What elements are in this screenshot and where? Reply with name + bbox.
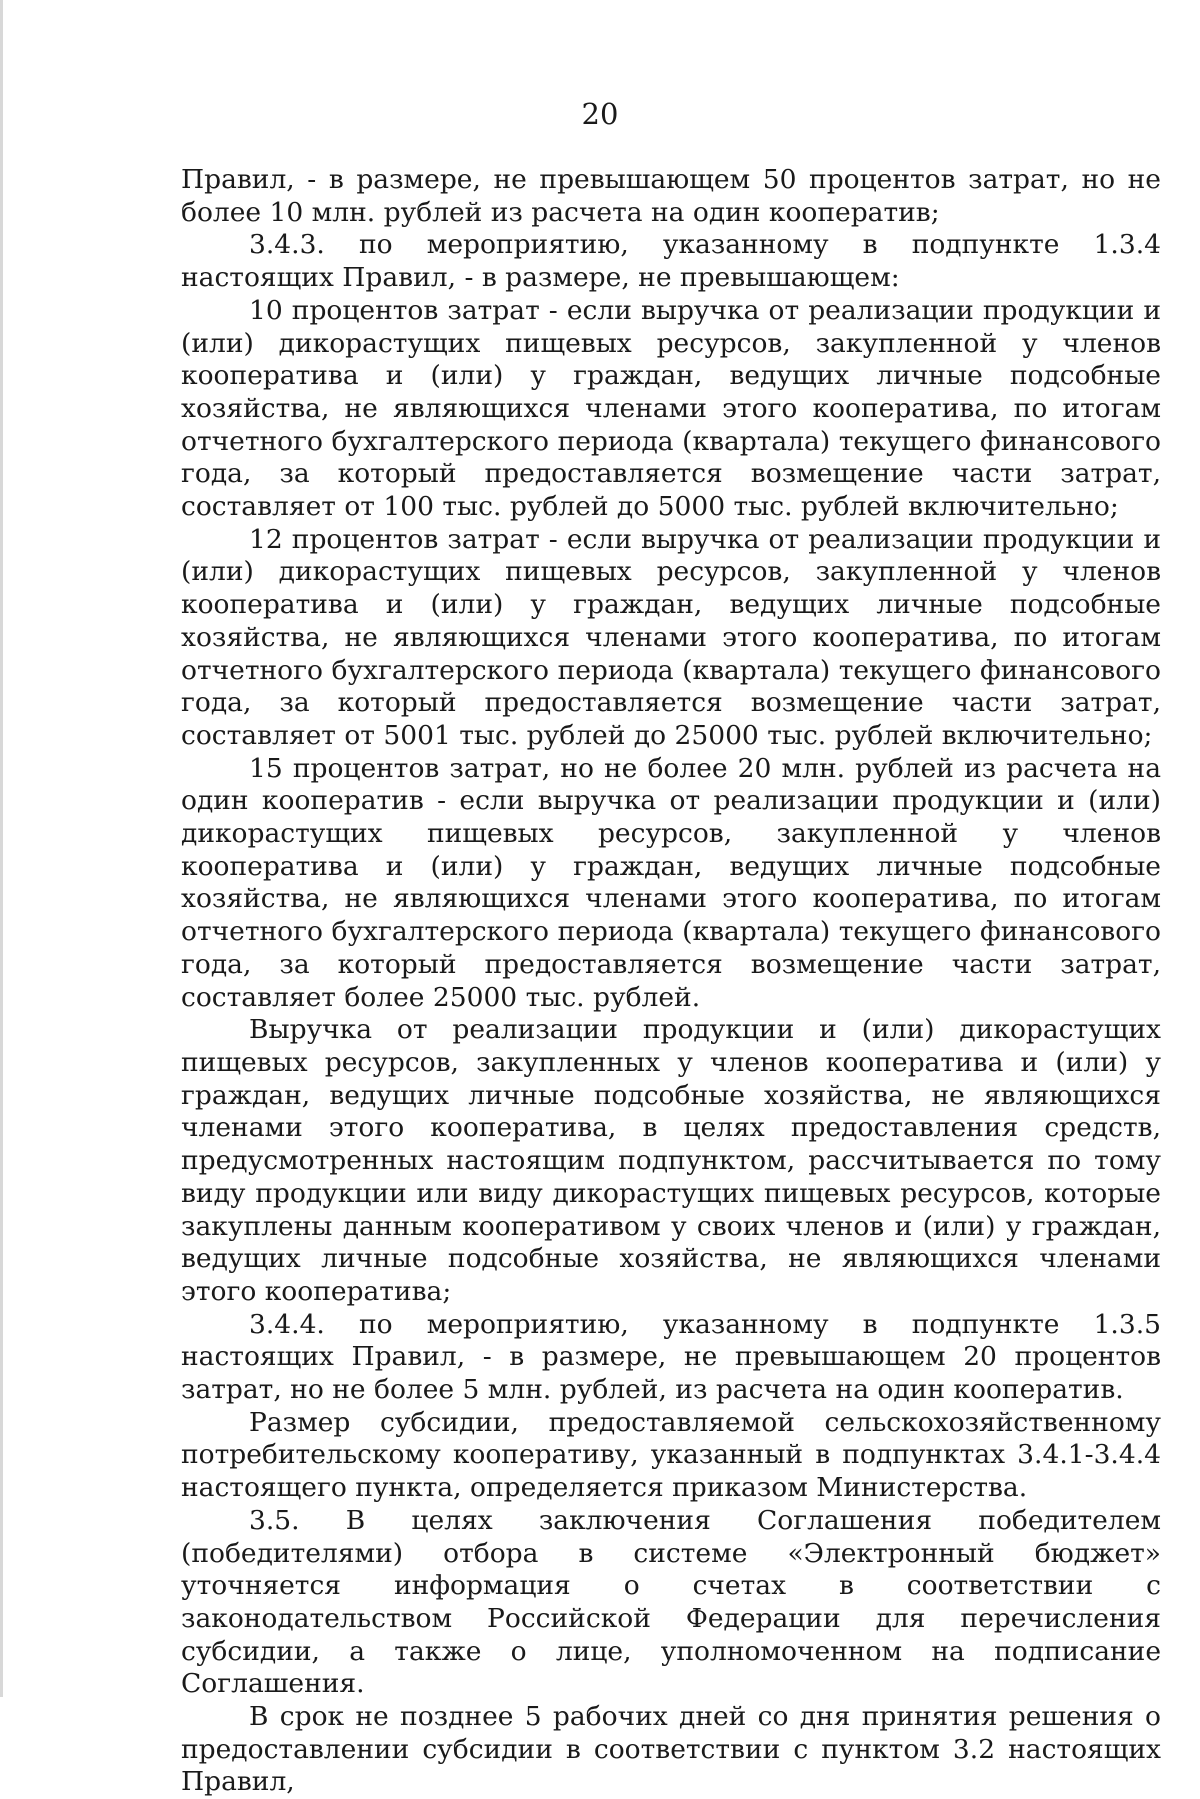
paragraph-subsidy-size: Размер субсидии, предоставляемой сельскохозяйственному потребительскому кооперативу, указанный в подпунктах 3.4.1-3.4.4 настоящего пункта, определяется приказом Министерства. — [181, 1406, 1161, 1504]
paragraph-deadline: В срок не позднее 5 рабочих дней со дня принятия решения о предоставлении субсидии в соответствии с пунктом 3.2 настоящих Правил, — [181, 1701, 1161, 1798]
paragraph-3-5: 3.5. В целях заключения Соглашения победителем (победителями) отбора в системе «Электронный бюджет» уточняется информация о счетах в соответствии с законодательством Российской Федерации для перечисления субсидии, а также о лице, уполномоченном на подписание Соглашения. — [181, 1504, 1161, 1700]
scan-edge — [0, 0, 3, 1697]
paragraph-12-percent: 12 процентов затрат - если выручка от реализации продукции и (или) дикорастущих пищевых ресурсов, закупленной у членов кооператива и (или) у граждан, ведущих личные подсобные хозяйства, не являющихся членами этого кооператива, по итогам отчетного бухгалтерского периода (квартала) текущего финансового года, за который предоставляется возмещение части затрат, составляет от 5001 тыс. рублей до 25000 тыс. рублей включительно; — [181, 523, 1161, 751]
paragraph-3-4-3: 3.4.3. по мероприятию, указанному в подпункте 1.3.4 настоящих Правил, - в размере, не превышающем: — [181, 229, 1161, 294]
paragraph-3-4-4: 3.4.4. по мероприятию, указанному в подпункте 1.3.5 настоящих Правил, - в размере, не превышающем 20 процентов затрат, но не более 5 млн. рублей, из расчета на один кооператив. — [181, 1308, 1161, 1406]
document-body — [181, 164, 1161, 1799]
page-number: 20 — [581, 97, 619, 131]
paragraph-revenue: Выручка от реализации продукции и (или) дикорастущих пищевых ресурсов, закупленных у членов кооператива и (или) у граждан, ведущих личные подсобные хозяйства, не являющихся членами этого кооператива, в целях предоставления средств, предусмотренных настоящим подпунктом, рассчитывается по тому виду продукции или виду дикорастущих пищевых ресурсов, которые закуплены данным кооперативом у своих членов и (или) у граждан, ведущих личные подсобные хозяйства, не являющихся членами этого кооператива; — [181, 1014, 1161, 1307]
paragraph-15-percent: 15 процентов затрат, но не более 20 млн. рублей из расчета на один кооператив - если выручка от реализации продукции и (или) дикорастущих пищевых ресурсов, закупленной у членов кооператива и (или) у граждан, ведущих личные подсобные хозяйства, не являющихся членами этого кооператива, по итогам отчетного бухгалтерского периода (квартала) текущего финансового года, за который предоставляется возмещение части затрат, составляет более 25000 тыс. рублей. — [181, 752, 1161, 1013]
paragraph-continuation: Правил, - в размере, не превышающем 50 процентов затрат, но не более 10 млн. рублей из расчета на один кооператив; — [181, 164, 1161, 228]
paragraph-10-percent: 10 процентов затрат - если выручка от реализации продукции и (или) дикорастущих пищевых ресурсов, закупленной у членов кооператива и (или) у граждан, ведущих личные подсобные хозяйства, не являющихся членами этого кооператива, по итогам отчетного бухгалтерского периода (квартала) текущего финансового года, за который предоставляется возмещение части затрат, составляет от 100 тыс. рублей до 5000 тыс. рублей включительно; — [181, 294, 1161, 523]
